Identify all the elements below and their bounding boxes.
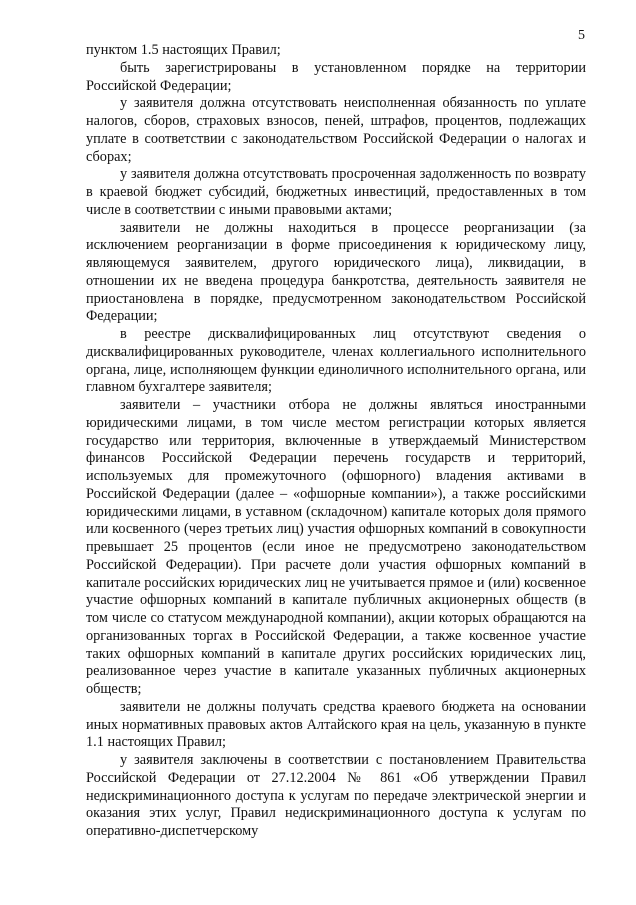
paragraph-5: заявители не должны находиться в процессе реорганизации (за исключением реорганизации в форме присоединения к юридическому лицу, являющемуся заявителем, другого юридического лица), ликвидации, в отношении их не введена процедура банкротства, деятельность заявителя не приостановлена в порядке, предусмотренном законодательством Российской Федерации; [86,219,586,325]
paragraph-9: у заявителя заключены в соответствии с постановлением Правительства Российской Федерации от 27.12.2004 № 861 «Об утверждении Правил недискриминационного доступа к услугам по передаче электрической энергии и оказания этих услуг, Правил недискриминационного доступа к услугам по оперативно-диспетчерскому [86,752,586,839]
paragraph-3: у заявителя должна отсутствовать неисполненная обязанность по уплате налогов, сборов, страховых взносов, пеней, штрафов, процентов, подлежащих уплате в соответствии с законодательством Российской Федерации о налогах и сборах; [86,95,586,165]
paragraph-4: у заявителя должна отсутствовать просроченная задолженность по возврату в краевой бюджет субсидий, бюджетных инвестиций, предоставленных в том числе в соответствии с иными правовыми актами; [86,166,586,218]
paragraph-6: в реестре дисквалифицированных лиц отсутствуют сведения о дисквалифицированных руководителе, членах коллегиального исполнительного органа, лице, исполняющем функции единоличного исполнительного органа, или главном бухгалтере заявителя; [86,326,586,396]
body-text [86,42,586,841]
paragraph-1: пунктом 1.5 настоящих Правил; [86,42,281,58]
paragraph-7: заявители – участники отбора не должны являться иностранными юридическими лицами, в том числе местом регистрации которых является государство или территория, включенные в утверждаемый Министерством финансов Российской Федерации перечень государств и территорий, используемых для промежуточного (офшорного) владения активами в Российской Федерации (далее – «офшорные компании»), а также российскими юридическими лицами, в уставном (складочном) капитале которых доля прямого или косвенного (через третьих лиц) участия офшорных компаний в совокупности превышает 25 процентов (если иное не предусмотрено законодательством Российской Федерации). При расчете доли участия офшорных компаний в капитале российских юридических лиц не учитывается прямое и (или) косвенное участие офшорных компаний в капитале публичных акционерных обществ (в том числе со статусом международной компании), акции которых обращаются на организованных торгах в Российской Федерации, а также косвенное участие таких офшорных компаний в капитале других российских юридических лиц, реализованное через участие в капитале указанных публичных акционерных обществ; [86,397,586,697]
paragraph-2: быть зарегистрированы в установленном порядке на территории Российской Федерации; [86,59,586,94]
page-number: 5 [578,28,585,43]
paragraph-8: заявители не должны получать средства краевого бюджета на основании иных нормативных правовых актов Алтайского края на цель, указанную в пункте 1.1 настоящих Правил; [86,698,586,751]
